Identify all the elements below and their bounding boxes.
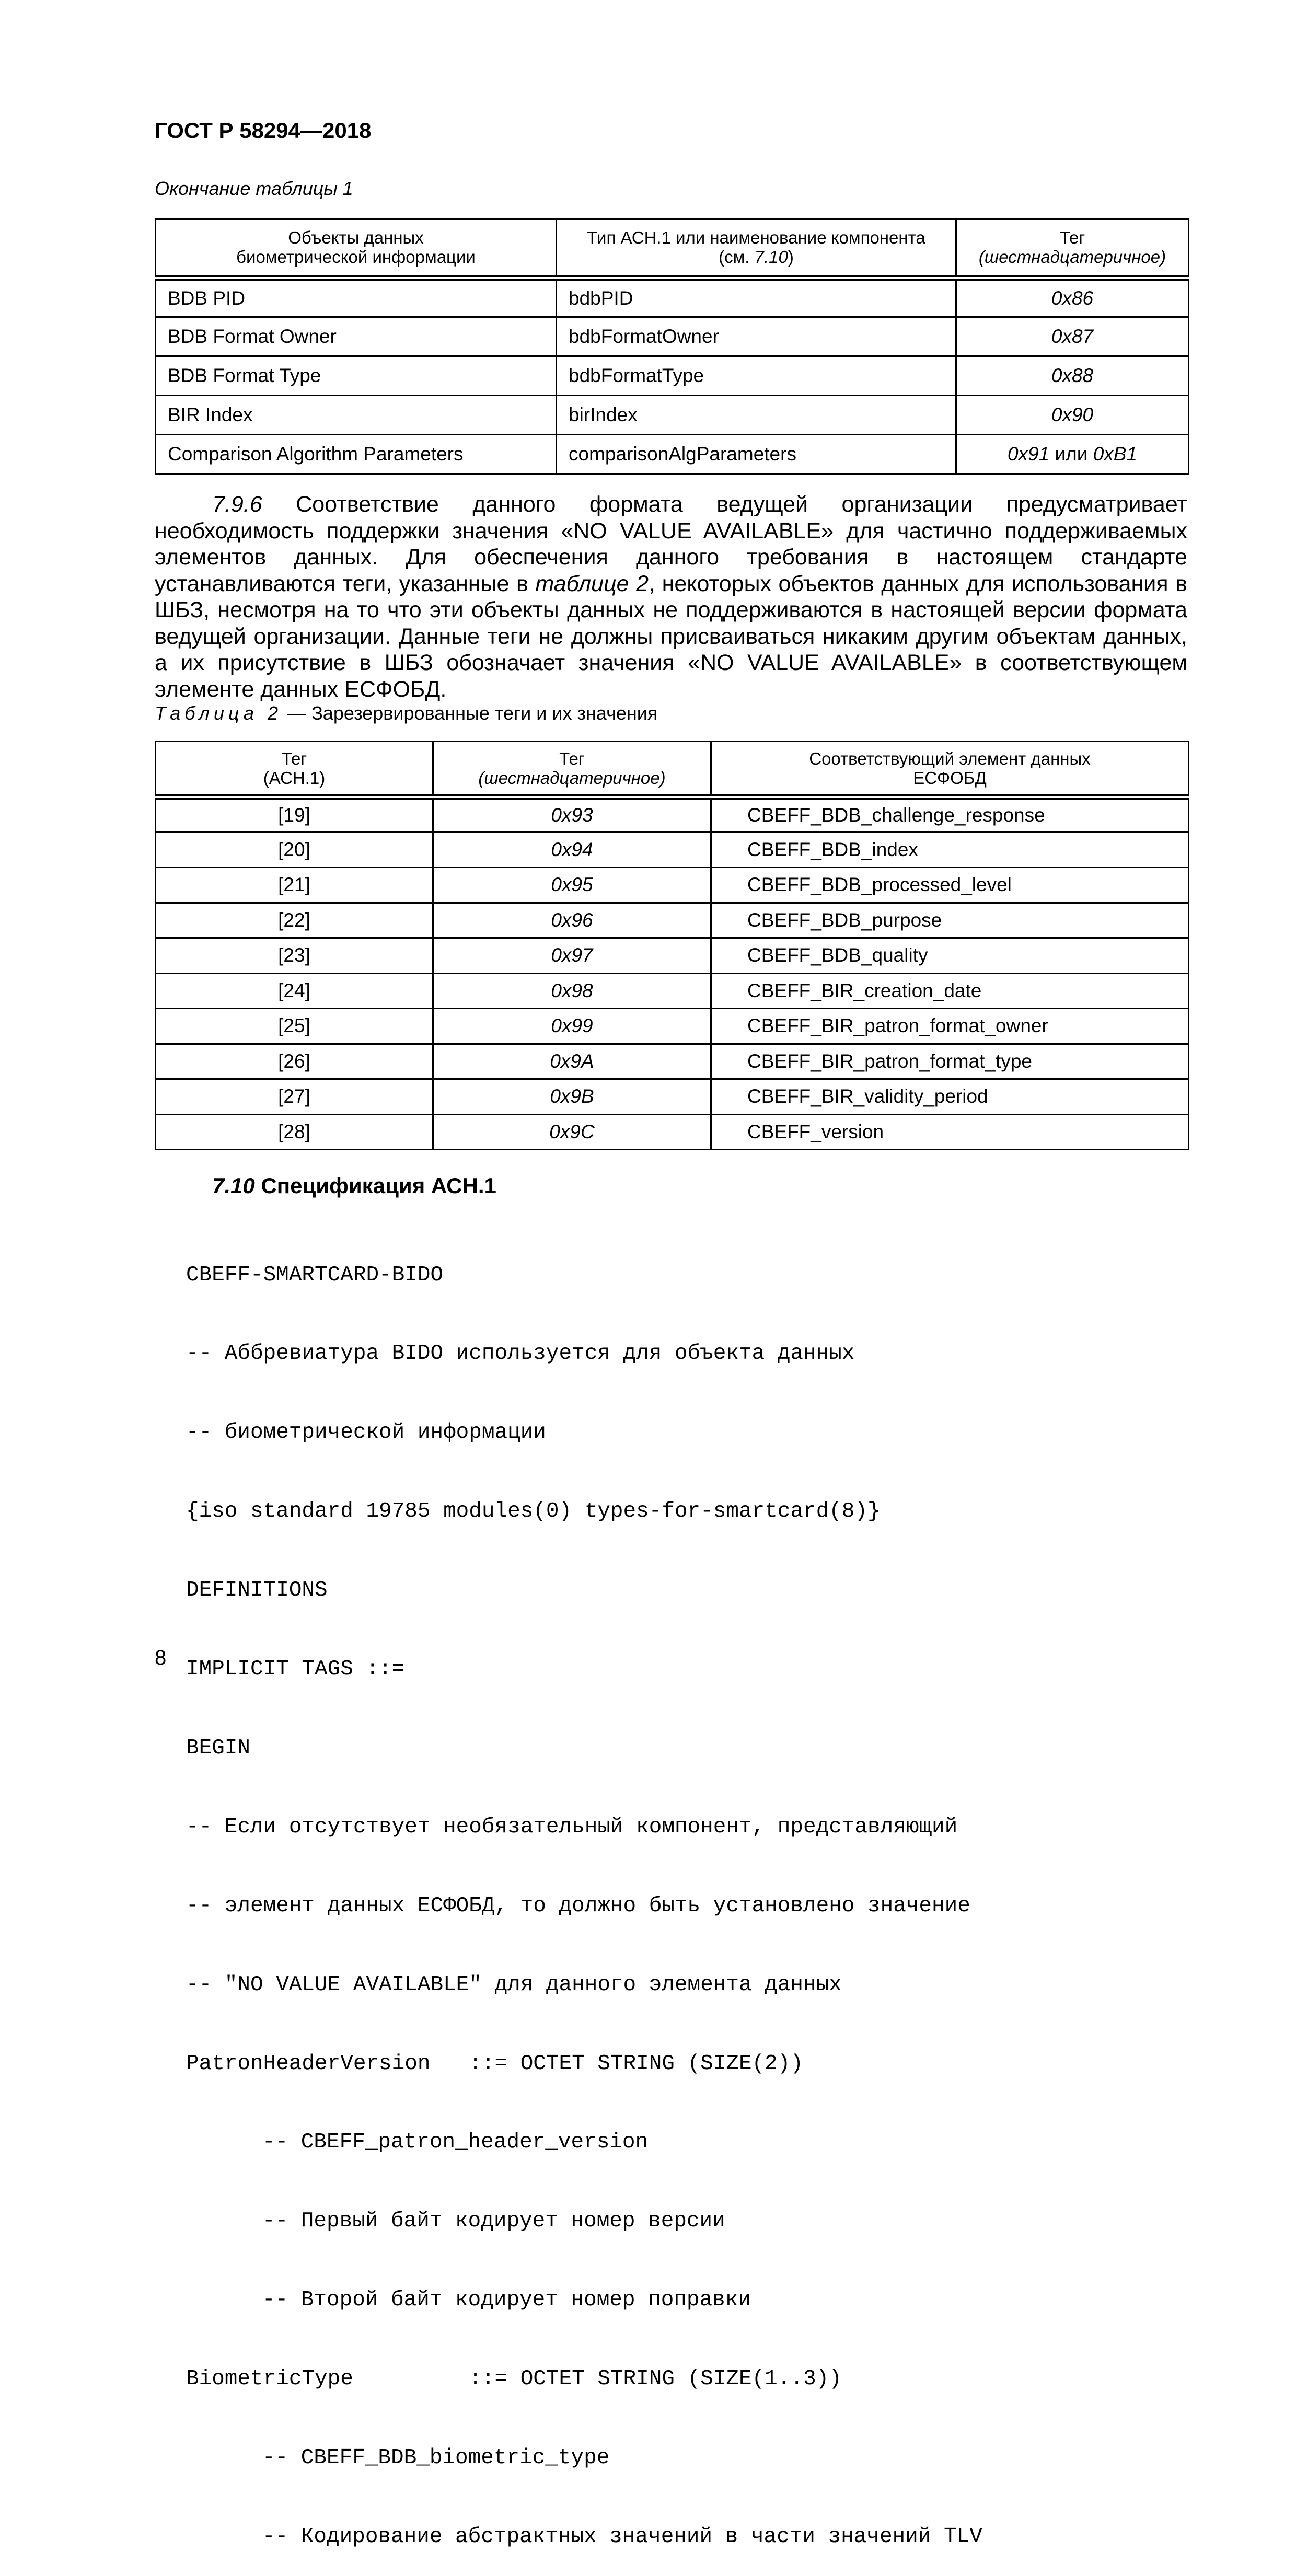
table-row <box>156 356 1189 396</box>
cell-asn-type: bdbFormatType <box>557 356 956 396</box>
code-line: -- Первый байт кодирует номер версии <box>262 2209 725 2234</box>
clause-number: 7.9.6 <box>212 492 262 517</box>
table-row <box>156 868 1189 903</box>
cell-asn-tag: [20] <box>156 832 433 868</box>
code-line: -- Аббревиатура BIDO используется для объекта данных <box>186 1342 855 1366</box>
table-row <box>156 1044 1189 1079</box>
code-line: -- "NO VALUE AVAILABLE" для данного элемента данных <box>186 1972 842 1997</box>
code-line: -- элемент данных ЕСФОБД, то должно быть установлено значение <box>186 1893 970 1918</box>
cell-tag: 0x90 <box>956 396 1189 435</box>
cell-element: CBEFF_BIR_creation_date <box>711 973 1189 1009</box>
cell-tag: 0x86 <box>956 278 1189 317</box>
cell-object: BDB Format Type <box>156 356 557 396</box>
cell-element: CBEFF_BDB_challenge_response <box>711 797 1189 833</box>
table-row <box>156 317 1189 356</box>
code-line: -- биометрической информации <box>186 1420 546 1445</box>
cell-element: CBEFF_BDB_processed_level <box>711 868 1189 903</box>
table-row <box>156 938 1189 974</box>
cell-element: CBEFF_BIR_validity_period <box>711 1079 1189 1115</box>
code-line: BEGIN <box>186 1736 251 1760</box>
cell-element: CBEFF_BDB_quality <box>711 938 1189 974</box>
cell-asn-tag: [23] <box>156 938 433 974</box>
cell-hex: 0x9A <box>433 1044 711 1079</box>
cell-hex: 0x94 <box>433 832 711 868</box>
cell-object: BDB Format Owner <box>156 317 557 356</box>
section-number: 7.10 <box>212 1173 255 1198</box>
table-reference-link[interactable]: таблице 2 <box>535 571 649 596</box>
table-row <box>156 832 1189 868</box>
table-header-row <box>156 742 1189 797</box>
header-cell-asn-type: Тип АСН.1 или наименование компонента (см. 7.10) <box>557 219 956 278</box>
cell-asn-tag: [25] <box>156 1009 433 1044</box>
table-row <box>156 973 1189 1009</box>
code-line: BiometricType ::= OCTET STRING (SIZE(1..3)) <box>186 2367 842 2392</box>
cell-asn-tag: [28] <box>156 1114 433 1150</box>
cell-tag: 0x91 или 0xB1 <box>956 435 1189 474</box>
cell-asn-tag: [24] <box>156 973 433 1009</box>
cell-element: CBEFF_BIR_patron_format_owner <box>711 1009 1189 1044</box>
cell-asn-type: bdbPID <box>557 278 956 317</box>
cell-tag: 0x88 <box>956 356 1189 396</box>
paragraph-7-9-6: 7.9.6 Соответствие данного формата ведущей организации предусматривает необходимость поддержки значения «NO VALUE AVAILABLE» для частично поддерживаемых элементов данных. Для обеспечения данного требования в настоящем стандарте устанавливаются теги, указанные в таблице 2, некоторых объектов данных для использования в ШБЗ, несмотря на то что эти объекты данных не поддерживаются в настоящей версии формата ведущей организации. Данные теги не должны присваиваться никаким другим объектам данных, а их присутствие в ШБЗ обозначает значения «NO VALUE AVAILABLE» в соответствующем элементе данных ЕСФОБД. <box>155 492 1187 702</box>
section-title: Спецификация АСН.1 <box>254 1173 496 1198</box>
cell-object: Comparison Algorithm Parameters <box>156 435 557 474</box>
cell-asn-tag: [22] <box>156 903 433 938</box>
code-line: -- CBEFF_BDB_biometric_type <box>262 2445 610 2470</box>
cell-element: CBEFF_BDB_index <box>711 832 1189 868</box>
table-row <box>156 278 1189 317</box>
cell-element: CBEFF_version <box>711 1114 1189 1150</box>
document-header: ГОСТ Р 58294—2018 <box>155 118 372 143</box>
cell-asn-tag: [21] <box>156 868 433 903</box>
header-cell-tag: Тег (шестнадцатеричное) <box>956 219 1189 278</box>
header-cell-element: Соответствующий элемент данных ЕСФОБД <box>711 742 1189 797</box>
code-line: -- Если отсутствует необязательный компонент, представляющий <box>186 1815 958 1839</box>
cell-asn-type: comparisonAlgParameters <box>557 435 956 474</box>
table-row <box>156 797 1189 833</box>
cell-hex: 0x98 <box>433 973 711 1009</box>
cell-hex: 0x93 <box>433 797 711 833</box>
cell-object: BDB PID <box>156 278 557 317</box>
caption-label: Таблица 2 <box>155 702 283 724</box>
caption-title: Зарезервированные теги и их значения <box>311 702 658 724</box>
table-row <box>156 1009 1189 1044</box>
table-header-row <box>156 219 1189 278</box>
table-1 <box>155 218 1189 475</box>
code-line: -- Второй байт кодирует номер поправки <box>262 2288 751 2313</box>
table-1-continuation-label: Окончание таблицы 1 <box>155 178 353 199</box>
page-number: 8 <box>155 1646 167 1669</box>
table-row <box>156 1114 1189 1150</box>
cell-object: BIR Index <box>156 396 557 435</box>
cell-element: CBEFF_BDB_purpose <box>711 903 1189 938</box>
code-line: PatronHeaderVersion ::= OCTET STRING (SIZE(2)) <box>186 2051 803 2076</box>
table-2-caption: Таблица 2 — Зарезервированные теги и их значения <box>155 702 658 724</box>
cell-hex: 0x9B <box>433 1079 711 1115</box>
cell-tag: 0x87 <box>956 317 1189 356</box>
code-line: -- CBEFF_patron_header_version <box>262 2130 649 2155</box>
table-row <box>156 1079 1189 1115</box>
cell-asn-type: bdbFormatOwner <box>557 317 956 356</box>
header-cell-objects: Объекты данных биометрической информации <box>156 219 557 278</box>
cell-asn-tag: [27] <box>156 1079 433 1115</box>
cell-hex: 0x95 <box>433 868 711 903</box>
table-row <box>156 903 1189 938</box>
cell-asn-tag: [26] <box>156 1044 433 1079</box>
code-line: IMPLICIT TAGS ::= <box>186 1657 405 1682</box>
cross-reference-link[interactable]: 7.10 <box>754 247 788 267</box>
table-row <box>156 396 1189 435</box>
cell-element: CBEFF_BIR_patron_format_type <box>711 1044 1189 1079</box>
cell-hex: 0x97 <box>433 938 711 974</box>
asn1-code-block <box>186 1209 982 2576</box>
cell-hex: 0x9C <box>433 1114 711 1150</box>
header-cell-asn-tag: Тег (АСН.1) <box>156 742 433 797</box>
code-line: {iso standard 19785 modules(0) types-for-smartcard(8)} <box>186 1499 881 1524</box>
section-heading-7-10 <box>212 1173 496 1198</box>
code-line: DEFINITIONS <box>186 1578 328 1603</box>
code-line: -- Кодирование абстрактных значений в части значений TLV <box>262 2524 982 2549</box>
header-cell-hex-tag: Тег (шестнадцатеричное) <box>433 742 711 797</box>
table-row <box>156 435 1189 474</box>
code-line: CBEFF-SMARTCARD-BIDO <box>186 1263 444 1287</box>
cell-asn-tag: [19] <box>156 797 433 833</box>
table-2 <box>155 741 1189 1150</box>
cell-hex: 0x96 <box>433 903 711 938</box>
cell-asn-type: birIndex <box>557 396 956 435</box>
cell-hex: 0x99 <box>433 1009 711 1044</box>
